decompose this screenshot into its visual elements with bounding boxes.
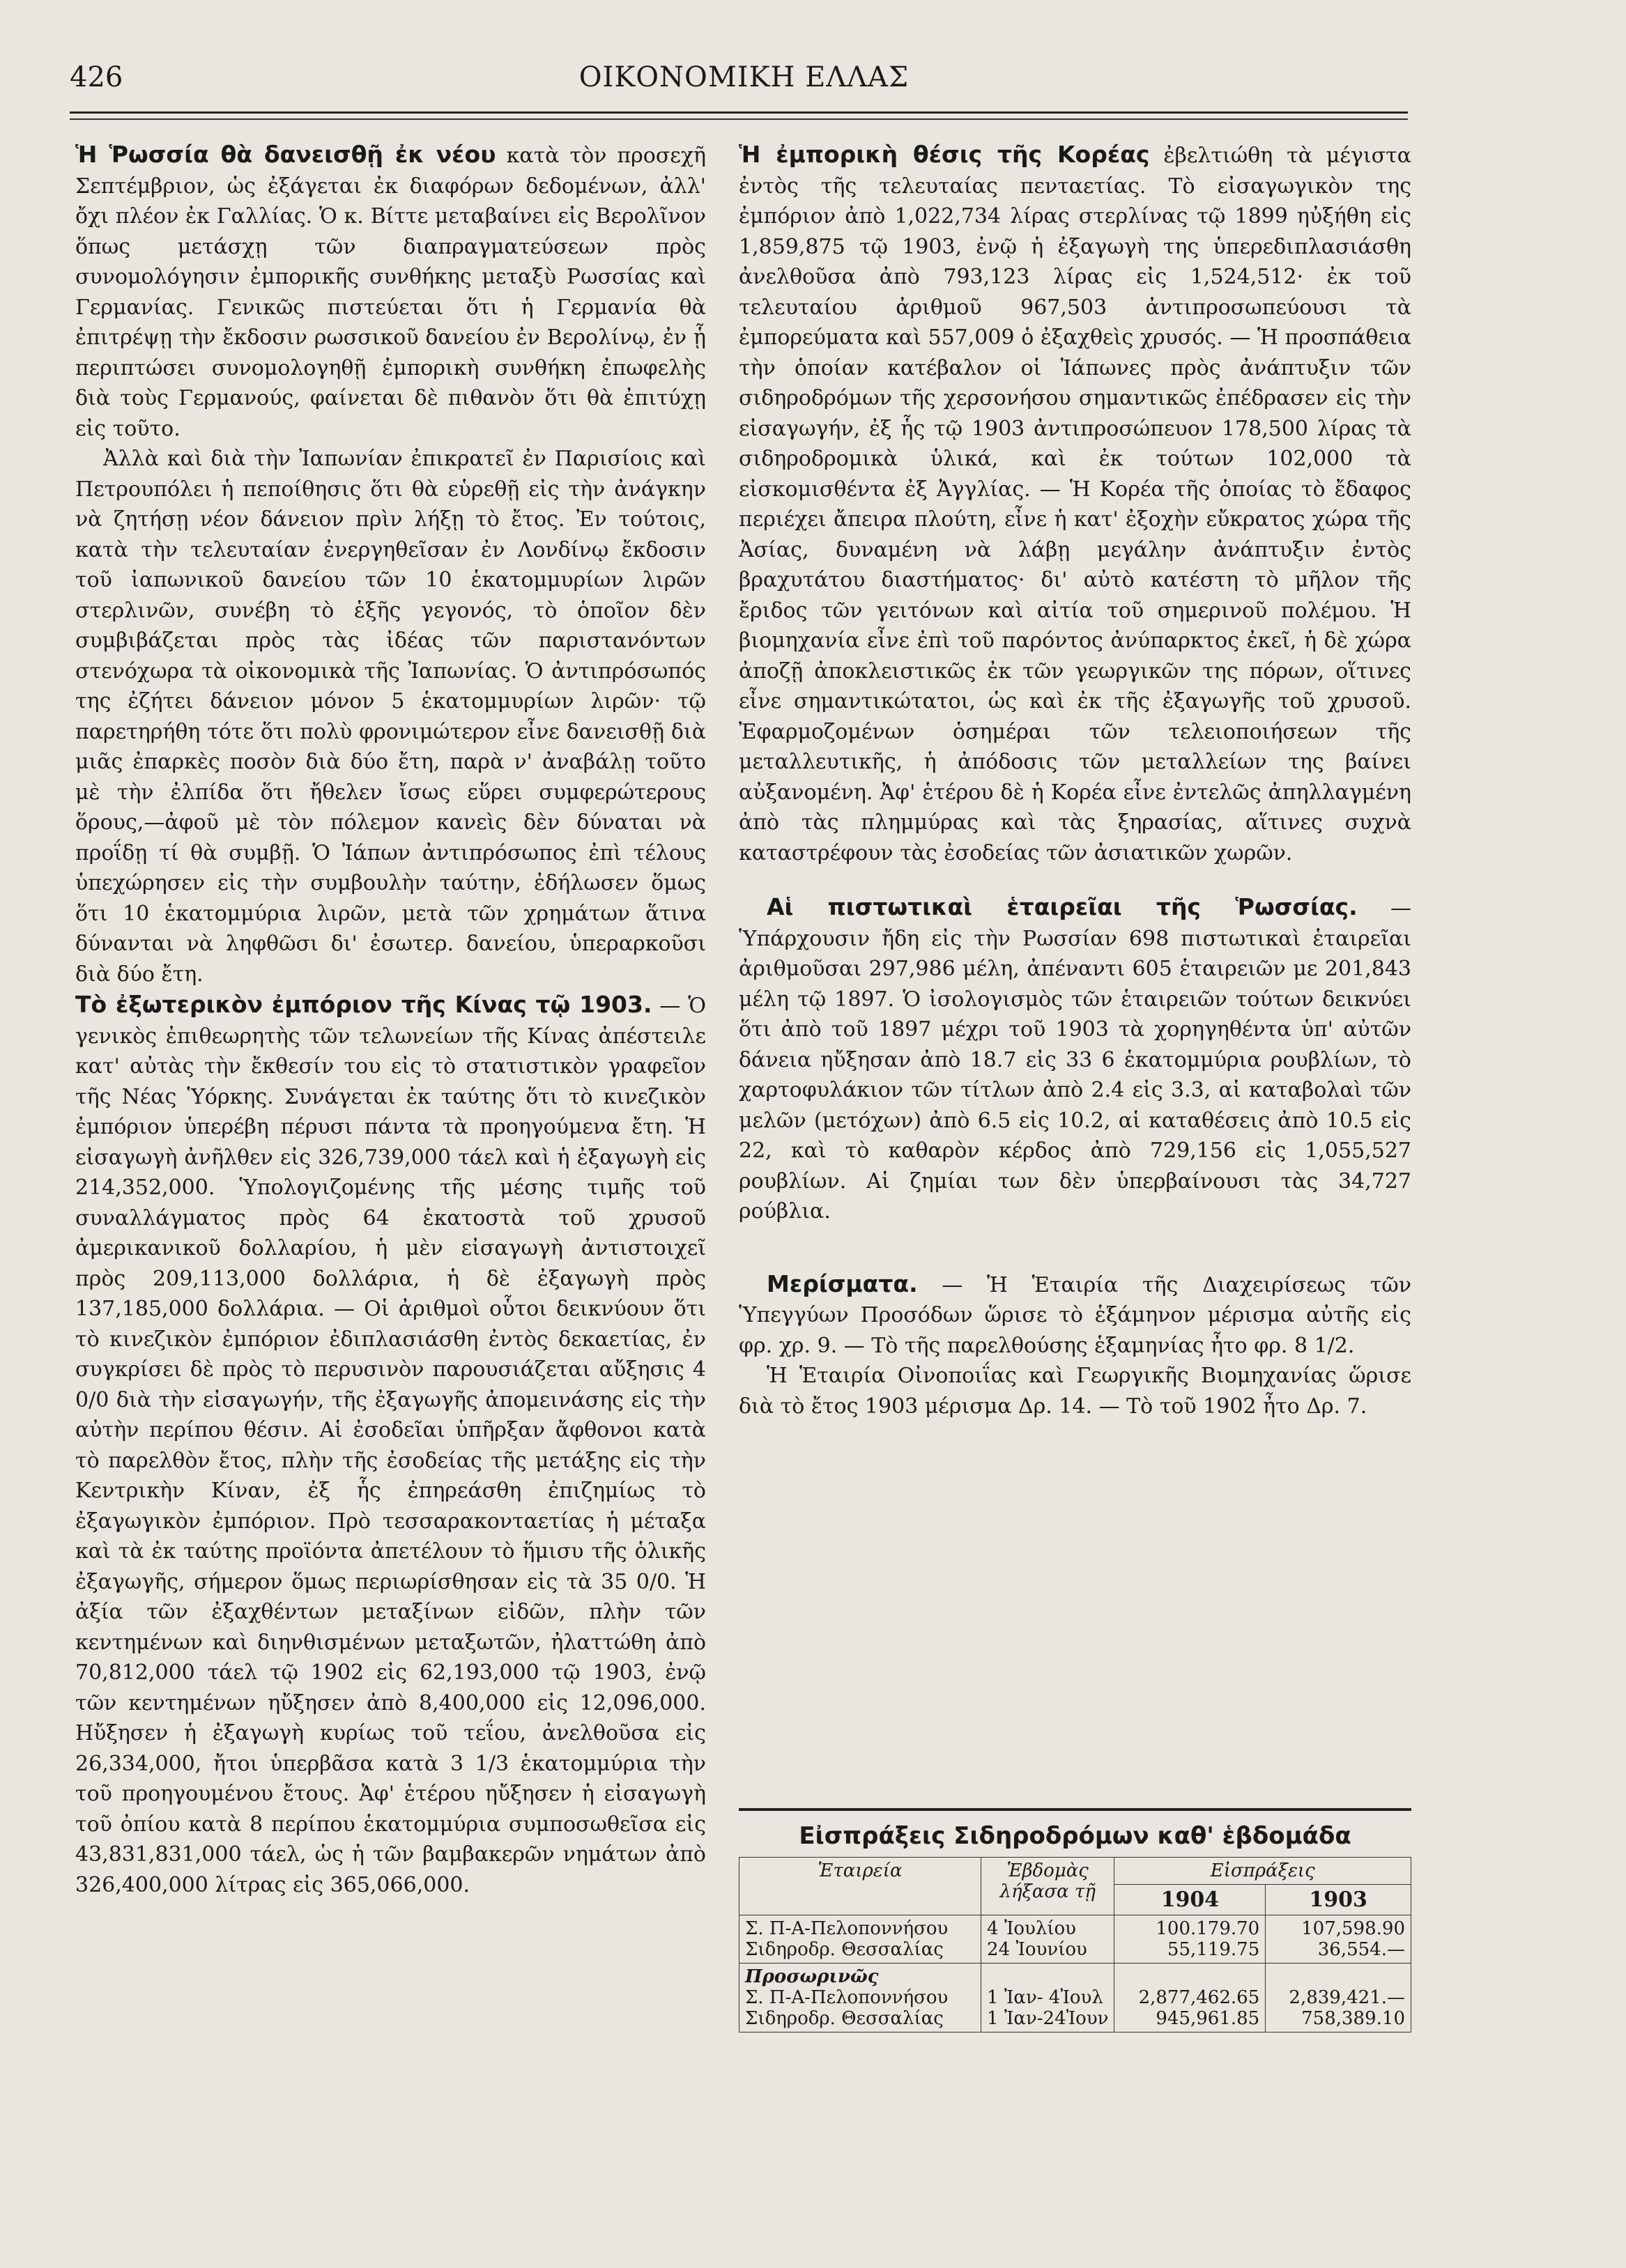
table-title: Εἰσπράξεις Σιδηροδρόμων καθ' ἑβδομάδα — [799, 1822, 1351, 1850]
company-name: Σιδηροδρ. Θεσσαλίας — [745, 1939, 944, 1960]
article-japan-loan — [75, 444, 706, 989]
article-text: — Ὁ γενικὸς ἐπιθεωρητὴς τῶν τελωνείων τῆς Κίνας ἀπέστειλε κατ' αὐτὰς τὴν ἔκθεσίν του εἰς τὸ στατιστικὸν γραφεῖον τῆς Νέας Ὑόρκης. Συνάγεται ἐκ ταύτης ὅτι τὸ κινεζικὸν ἐμπόριον ὑπερέβη πέρυσι πάντα τὰ προηγούμενα ἔτη. Ἡ εἰσαγωγὴ ἀνῆλθεν εἰς 326,739,000 τάελ καὶ ἡ ἐξαγωγὴ εἰς 214,352,000. Ὑπολογιζομένης τῆς μέσης τιμῆς τοῦ συναλλάγματος πρὸς 64 ἑκατοστὰ τοῦ χρυσοῦ ἀμερικανικοῦ δολλαρίου, ἡ μὲν εἰσαγωγὴ ἀντιστοιχεῖ πρὸς 209,113,000 δολλάρια, ἡ δὲ ἐξαγωγὴ πρὸς 137,185,000 δολλάρια. — Οἱ ἀριθμοὶ οὗτοι δεικνύουν ὅτι τὸ κινεζικὸν ἐμπόριον ἐδιπλασιάσθη ἐντὸς δεκαετίας, ἐν συγκρίσει δὲ πρὸς τὸ περυσινὸν παρουσιάζεται αὔξησις 4 0/0 διὰ τὴν εἰσαγωγήν, τῆς ἐξαγωγῆς ἀπομεινάσης εἰς τὴν αὐτὴν περίπου θέσιν. Αἱ ἐσοδεῖαι ὑπῆρξαν ἄφθονοι κατὰ τὸ παρελθὸν ἔτος, πλὴν τῆς ἐσοδείας τῆς μετάξης εἰς τὴν Κεντρικὴν Κίναν, ἐξ ἧς ἐπηρεάσθη ἐπιζημίως τὸ ἐξαγωγικὸν ἐμπόριον. Πρὸ τεσσαρακονταετίας ἡ μέταξα καὶ τὰ ἐκ ταύτης προϊόντα ἀπετέλουν τὸ ἥμισυ τῆς ὁλικῆς ἐξαγωγῆς, σήμερον ὅμως περιωρίσθησαν εἰς τὰ 35 0/0. Ἡ ἀξία τῶν ἐξαχθέντων μεταξίνων εἰδῶν, πλὴν τῶν κεντημένων καὶ διηνθισμένων μεταξωτῶν, ἠλαττώθη ἀπὸ 70,812,000 τάελ τῷ 1902 εἰς 62,193,000 τῷ 1903, ἐνῷ τῶν κεντημένων ηὔξησεν ἀπὸ 8,400,000 εἰς 12,096,000. Ηὔξησεν ἡ ἐξαγωγὴ κυρίως τοῦ τεΐου, ἀνελθοῦσα εἰς 26,334,000, ἤτοι ὑπερβᾶσα κατὰ 3 1/3 ἑκατομμύρια τὴν τοῦ προηγουμένου ἔτους. Ἀφ' ἑτέρου ηὔξησεν ἡ εἰσαγωγὴ τοῦ ὀπίου κατὰ 8 περίπου ἑκατομμύρια συμποσωθεῖσα εἰς 43,831,831,000 τάελ, ὡς ἡ τῶν βαμβακερῶν νημάτων ἀπὸ 326,400,000 λίτρας εἰς 365,066,000. — [75, 994, 706, 1897]
receipts-1903: 2,839,421.— — [1289, 1987, 1405, 2008]
header-company: Ἑταιρεία — [739, 1858, 981, 1915]
article-text: ἐβελτιώθη τὰ μέγιστα ἐντὸς τῆς τελευταίας πενταετίας. Τὸ εἰσαγωγικὸν της ἐμπόριον ἀπὸ 1,022,734 λίρας στερλίνας τῷ 1899 ηὐξήθη εἰς 1,859,875 τῷ 1903, ἐνῷ ἡ ἐξαγωγὴ της ὑπερεδιπλασιάσθη ἀνελθοῦσα ἀπὸ 793,123 λίρας εἰς 1,524,512· ἐκ τοῦ τελευταίου ἀριθμοῦ 967,503 ἀντιπροσωπεύουσι τὰ ἐμπορεύματα καὶ 557,009 ὁ ἐξαχθεὶς χρυσός. — Ἡ προσπάθεια τὴν ὁποίαν κατέβαλον οἱ Ἰάπωνες πρὸς ἀνάπτυξιν τῶν σιδηροδρόμων τῆς χερσονήσου σημαντικῶς ἐπέδρασεν εἰς τὴν εἰσαγωγήν, ἐξ ἧς τῷ 1903 ἀντιπροσώπευον 178,500 λίρας τὰ σιδηροδρομικὰ ὑλικά, καὶ ἐκ τούτων 102,000 τὰ εἰσκομισθέντα ἐξ Ἀγγλίας. — Ἡ Κορέα τῆς ὁποίας τὸ ἔδαφος περιέχει ἄπειρα πλούτη, εἶνε ἡ κατ' ἐξοχὴν εὔκρατος χώρα τῆς Ἀσίας, δυναμένη νὰ λάβῃ μεγάλην ἀνάπτυξιν ἐντὸς βραχυτάτου διαστήματος· δι' αὐτὸ κατέστη τὸ μῆλον τῆς ἔριδος τῶν γειτόνων καὶ αἰτία τοῦ σημερινοῦ πολέμου. Ἡ βιομηχανία εἶνε ἐπὶ τοῦ παρόντος ἀνύπαρκτος ἐκεῖ, ἡ δὲ χώρα ἀποζῇ ἀποκλειστικῶς ἐκ τῶν γεωργικῶν της πόρων, οἵτινες εἶνε σημαντικώτατοι, ὡς καὶ ἐκ τῆς ἐξαγωγῆς τοῦ χρυσοῦ. Ἐφαρμοζομένων ὁσημέραι τῶν τελειοποιήσεων τῆς μεταλλευτικῆς, ἡ ἀπόδοσις τῶν μεταλλείων της βαίνει αὐξανομένη. Ἀφ' ἑτέρου δὲ ἡ Κορέα εἶνε ἐντελῶς ἀπηλλαγμένη ἀπὸ τὰς πλημμύρας καὶ τὰς ξηρασίας, αἵτινες συχνὰ καταστρέφουν τὰς ἐσοδείας τῶν ἀσιατικῶν χωρῶν. — [739, 144, 1411, 865]
receipts-1904: 2,877,462.65 — [1138, 1987, 1260, 2008]
right-column — [739, 139, 1411, 1421]
article-text: — Ἡ Ἑταιρία τῆς Διαχειρίσεως τῶν Ὑπεγγύων Προσόδων ὥρισε τὸ ἑξάμηνον μέρισμα αὐτῆς εἰς φρ. χρ. 9. — Τὸ τῆς παρελθούσης ἑξαμηνίας ἦτο φρ. 8 1/2. — [739, 1272, 1411, 1358]
article-title: Τὸ ἐξωτερικὸν ἐμπόριον τῆς Κίνας τῷ 1903. — [75, 991, 652, 1018]
article-title: Ἡ ἐμπορικὴ θέσις τῆς Κορέας — [739, 141, 1150, 168]
company-name: Σ. Π-Α-Πελοποννήσου — [745, 1918, 949, 1939]
article-russia-loan — [75, 139, 706, 444]
table-header-row — [739, 1858, 1411, 1885]
article-title: Ἡ Ῥωσσία θὰ δανεισθῇ ἐκ νέου — [75, 141, 496, 168]
section-gap — [739, 868, 1411, 892]
article-china-trade — [75, 989, 706, 1900]
header-rule-secondary — [70, 118, 1408, 120]
provisional-label: Προσωρινῶς — [745, 1966, 879, 1987]
receipts-1903: 36,554.— — [1317, 1939, 1405, 1960]
page-header — [70, 61, 1418, 110]
table-row — [739, 1915, 1411, 1964]
railway-receipts-table — [739, 1857, 1411, 2032]
article-text: κατὰ τὸν προσεχῆ Σεπτέμβριον, ὡς ἐξάγεται ἐκ διαφόρων δεδομένων, ἀλλ' ὄχι πλέον ἐκ Γαλλίας. Ὁ κ. Βίττε μεταβαίνει εἰς Βερολῖνον ὅπως μετάσχῃ τῶν διαπραγματεύσεων πρὸς συνομολόγησιν ἐμπορικῆς συνθήκης μεταξὺ Ρωσσίας καὶ Γερμανίας. Γενικῶς πιστεύεται ὅτι ἡ Γερμανία θὰ ἐπιτρέψῃ τὴν ἔκδοσιν ρωσσικοῦ δανείου ἐν Βερολίνῳ, ἐν ᾗ περιπτώσει συνομολογηθῇ ἐμπορικὴ συνθήκη ἐπωφελὴς διὰ τοὺς Γερμανούς, φαίνεται δὲ πιθανὸν ὅτι θὰ ἐπιτύχῃ εἰς τοῦτο. — [75, 144, 706, 441]
table-row — [739, 1964, 1411, 2032]
article-text: — Ὑπάρχουσιν ἤδη εἰς τὴν Ρωσσίαν 698 πιστωτικαὶ ἑταιρεῖαι ἀριθμοῦσαι 297,986 μέλη, ἀπέναντι 605 ἑταιρειῶν με 201,843 μέλη τῷ 1897. Ὁ ἰσολογισμὸς τῶν ἑταιρειῶν τούτων δεικνύει ὅτι ἀπὸ τοῦ 1897 μέχρι τοῦ 1903 τὰ χορηγηθέντα ὑπ' αὐτῶν δάνεια ηὔξησαν ἀπὸ 18.7 εἰς 33 6 ἑκατομμύρια ρουβλίων, τὸ χαρτοφυλάκιον τῶν τίτλων ἀπὸ 2.4 εἰς 3.3, αἱ καταβολαὶ τῶν μελῶν (μετόχων) ἀπὸ 6.5 εἰς 10.2, αἱ καταθέσεις ἀπὸ 10.5 εἰς 22, καὶ τὸ καθαρὸν κέρδος ἀπὸ 729,156 εἰς 1,055,527 ρουβλίων. Αἱ ζημίαι των δὲν ὑπερβαίνουσι τὰς 34,727 ρούβλια. — [739, 896, 1411, 1224]
week-ending: 1 Ἰαν- 4Ἰουλ — [987, 1987, 1103, 2008]
article-title: Αἱ πιστωτικαὶ ἑταιρεῖαι τῆς Ῥωσσίας. — [767, 893, 1358, 920]
company-name: Σιδηροδρ. Θεσσαλίας — [745, 2008, 944, 2029]
article-text: Ἡ Ἑταιρία Οἰνοποιΐας καὶ Γεωργικῆς Βιομηχανίας ὥρισε διὰ τὸ ἔτος 1903 μέρισμα Δρ. 14. — Τὸ τοῦ 1902 ἦτο Δρ. 7. — [739, 1364, 1411, 1419]
header-receipts: Εἰσπράξεις — [1114, 1858, 1411, 1885]
section-gap — [739, 1227, 1411, 1269]
week-ending: 24 Ἰουνίου — [987, 1939, 1087, 1960]
receipts-1904: 945,961.85 — [1156, 2008, 1260, 2029]
header-year-1903: 1903 — [1266, 1885, 1411, 1915]
article-dividends-wine — [739, 1361, 1411, 1421]
receipts-1903: 107,598.90 — [1301, 1918, 1405, 1939]
article-dividends — [739, 1269, 1411, 1361]
railway-receipts-table-section — [739, 1808, 1411, 2032]
article-text: Ἀλλὰ καὶ διὰ τὴν Ἰαπωνίαν ἐπικρατεῖ ἐν Παρισίοις καὶ Πετρουπόλει ἡ πεποίθησις ὅτι θὰ εὑρεθῇ εἰς τὴν ἀνάγκην νὰ ζητήσῃ νέον δάνειον πρὶν λήξῃ τὸ ἔτος. Ἐν τούτοις, κατὰ τὴν τελευταίαν ἐνεργηθεῖσαν ἐν Λονδίνῳ ἔκδοσιν τοῦ ἰαπωνικοῦ δανείου τῶν 10 ἑκατομμυρίων λιρῶν στερλινῶν, συνέβη τὸ ἑξῆς γεγονός, τὸ ὁποῖον δὲν συμβιβάζεται πρὸς τὰς ἰδέας τῶν παριστανόντων στενόχωρα τὰ οἰκονομικὰ τῆς Ἰαπωνίας. Ὁ ἀντιπρόσωπός της ἐζήτει δάνειον μόνον 5 ἑκατομμυρίων λιρῶν· τῷ παρετηρήθη τότε ὅτι πολὺ φρονιμώτερον εἶνε δανεισθῇ διὰ μιᾶς ἐπαρκὲς ποσὸν διὰ δύο ἔτη, παρὰ ν' ἀναβάλῃ τοῦτο μὲ τὴν ἐλπίδα ὅτι ἤθελεν ἴσως εὕρει συμφερώτερους ὅρους,—ἀφοῦ μὲ τὸν πόλεμον κανεὶς δὲν δύναται νὰ προΐδῃ τί θὰ συμβῇ. Ὁ Ἰάπων ἀντιπρόσωπος ἐπὶ τέλους ὑπεχώρησεν εἰς τὴν συμβουλὴν ταύτην, ἐδήλωσεν ὅμως ὅτι 10 ἑκατομμύρια λιρῶν, μετὰ τῶν χρημάτων ἅτινα δύνανται νὰ ληφθῶσι δι' ἐσωτερ. δανείου, ὑπεραρκοῦσι διὰ δύο ἔτη. — [75, 447, 706, 987]
running-title: ΟΙΚΟΝΟΜΙΚΗ ΕΛΛΑΣ — [578, 61, 910, 93]
table-top-rule — [739, 1808, 1411, 1811]
receipts-1904: 55,119.75 — [1167, 1939, 1260, 1960]
receipts-1904: 100.179.70 — [1156, 1918, 1260, 1939]
article-russia-credit — [739, 892, 1411, 1227]
company-name: Σ. Π-Α-Πελοποννήσου — [745, 1987, 949, 2008]
receipts-1903: 758,389.10 — [1301, 2008, 1405, 2029]
week-ending: 4 Ἰουλίου — [987, 1918, 1076, 1939]
article-korea-trade — [739, 139, 1411, 868]
page-number: 426 — [70, 61, 123, 93]
article-title: Μερίσματα. — [767, 1270, 918, 1297]
left-column — [75, 139, 706, 1900]
header-rule — [70, 111, 1408, 114]
week-ending: 1 Ἰαν-24Ἰουν — [987, 2008, 1109, 2029]
header-year-1904: 1904 — [1114, 1885, 1266, 1915]
header-week: Ἑβδομὰς λήξασα τῇ — [981, 1858, 1114, 1915]
